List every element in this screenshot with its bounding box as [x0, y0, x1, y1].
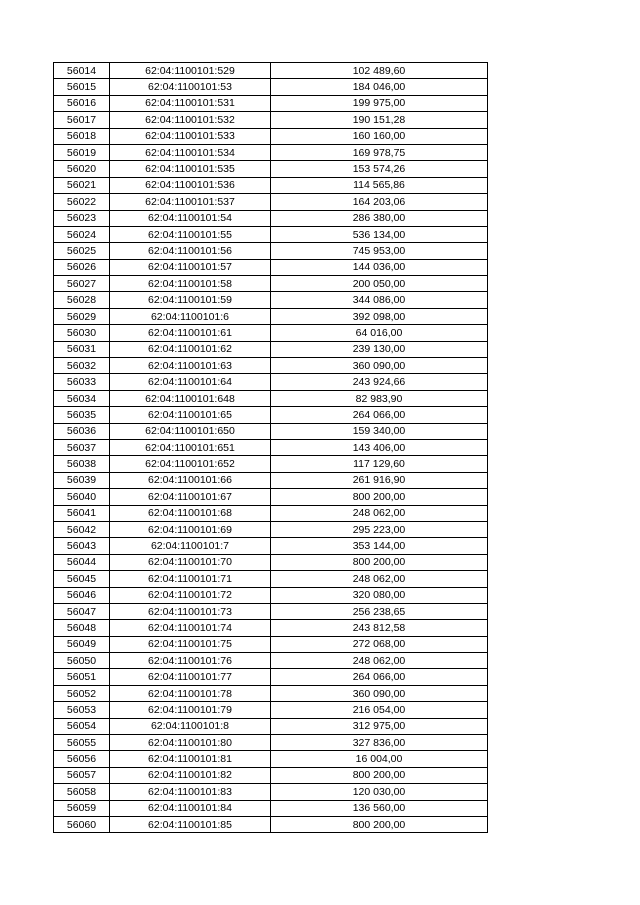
row-number-cell: 56032 [54, 358, 110, 374]
cadastral-number-cell: 62:04:1100101:63 [110, 358, 271, 374]
row-number-cell: 56055 [54, 735, 110, 751]
table-row [54, 210, 488, 226]
value-cell: 256 238,65 [271, 603, 488, 619]
value-cell: 745 953,00 [271, 243, 488, 259]
table-row [54, 472, 488, 488]
table-row [54, 571, 488, 587]
value-cell: 143 406,00 [271, 439, 488, 455]
cadastral-number-cell: 62:04:1100101:55 [110, 226, 271, 242]
cadastral-number-cell: 62:04:1100101:80 [110, 735, 271, 751]
cadastral-number-cell: 62:04:1100101:54 [110, 210, 271, 226]
table-row [54, 505, 488, 521]
value-cell: 353 144,00 [271, 538, 488, 554]
value-cell: 800 200,00 [271, 767, 488, 783]
table-row [54, 390, 488, 406]
cadastral-number-cell: 62:04:1100101:66 [110, 472, 271, 488]
cadastral-number-cell: 62:04:1100101:56 [110, 243, 271, 259]
value-cell: 120 030,00 [271, 784, 488, 800]
table-row [54, 177, 488, 193]
value-cell: 327 836,00 [271, 735, 488, 751]
row-number-cell: 56015 [54, 79, 110, 95]
cadastral-number-cell: 62:04:1100101:69 [110, 521, 271, 537]
value-cell: 272 068,00 [271, 636, 488, 652]
table-row [54, 259, 488, 275]
row-number-cell: 56058 [54, 784, 110, 800]
row-number-cell: 56042 [54, 521, 110, 537]
table-row [54, 538, 488, 554]
table-row [54, 341, 488, 357]
row-number-cell: 56051 [54, 669, 110, 685]
row-number-cell: 56021 [54, 177, 110, 193]
value-cell: 216 054,00 [271, 702, 488, 718]
table-row [54, 587, 488, 603]
value-cell: 360 090,00 [271, 685, 488, 701]
table-row [54, 735, 488, 751]
row-number-cell: 56036 [54, 423, 110, 439]
row-number-cell: 56045 [54, 571, 110, 587]
row-number-cell: 56047 [54, 603, 110, 619]
cadastral-number-cell: 62:04:1100101:82 [110, 767, 271, 783]
table-row [54, 325, 488, 341]
table-row [54, 292, 488, 308]
table-row [54, 63, 488, 79]
value-cell: 169 978,75 [271, 144, 488, 160]
table-row [54, 816, 488, 832]
table-row [54, 308, 488, 324]
value-cell: 199 975,00 [271, 95, 488, 111]
cadastral-number-cell: 62:04:1100101:53 [110, 79, 271, 95]
row-number-cell: 56025 [54, 243, 110, 259]
cadastral-number-cell: 62:04:1100101:59 [110, 292, 271, 308]
cadastral-number-cell: 62:04:1100101:531 [110, 95, 271, 111]
value-cell: 144 036,00 [271, 259, 488, 275]
value-cell: 243 812,58 [271, 620, 488, 636]
row-number-cell: 56024 [54, 226, 110, 242]
cadastral-number-cell: 62:04:1100101:78 [110, 685, 271, 701]
table-row [54, 358, 488, 374]
value-cell: 264 066,00 [271, 407, 488, 423]
row-number-cell: 56046 [54, 587, 110, 603]
table-row [54, 407, 488, 423]
row-number-cell: 56048 [54, 620, 110, 636]
row-number-cell: 56038 [54, 456, 110, 472]
row-number-cell: 56053 [54, 702, 110, 718]
cadastral-number-cell: 62:04:1100101:67 [110, 489, 271, 505]
row-number-cell: 56054 [54, 718, 110, 734]
value-cell: 164 203,06 [271, 194, 488, 210]
cadastral-number-cell: 62:04:1100101:61 [110, 325, 271, 341]
cadastral-number-cell: 62:04:1100101:536 [110, 177, 271, 193]
row-number-cell: 56033 [54, 374, 110, 390]
value-cell: 190 151,28 [271, 112, 488, 128]
value-cell: 360 090,00 [271, 358, 488, 374]
cadastral-number-cell: 62:04:1100101:534 [110, 144, 271, 160]
table-row [54, 112, 488, 128]
table-row [54, 784, 488, 800]
value-cell: 159 340,00 [271, 423, 488, 439]
table-row [54, 800, 488, 816]
cadastral-number-cell: 62:04:1100101:62 [110, 341, 271, 357]
row-number-cell: 56057 [54, 767, 110, 783]
row-number-cell: 56041 [54, 505, 110, 521]
row-number-cell: 56018 [54, 128, 110, 144]
cadastral-number-cell: 62:04:1100101:57 [110, 259, 271, 275]
value-cell: 102 489,60 [271, 63, 488, 79]
row-number-cell: 56028 [54, 292, 110, 308]
value-cell: 114 565,86 [271, 177, 488, 193]
value-cell: 320 080,00 [271, 587, 488, 603]
table-row [54, 718, 488, 734]
value-cell: 800 200,00 [271, 489, 488, 505]
row-number-cell: 56040 [54, 489, 110, 505]
table-row [54, 767, 488, 783]
cadastral-number-cell: 62:04:1100101:64 [110, 374, 271, 390]
cadastral-number-cell: 62:04:1100101:65 [110, 407, 271, 423]
cadastral-value-table [53, 62, 488, 833]
table-row [54, 226, 488, 242]
cadastral-number-cell: 62:04:1100101:79 [110, 702, 271, 718]
row-number-cell: 56014 [54, 63, 110, 79]
cadastral-number-cell: 62:04:1100101:75 [110, 636, 271, 652]
value-cell: 239 130,00 [271, 341, 488, 357]
value-cell: 243 924,66 [271, 374, 488, 390]
table-row [54, 636, 488, 652]
row-number-cell: 56044 [54, 554, 110, 570]
table-row [54, 79, 488, 95]
value-cell: 392 098,00 [271, 308, 488, 324]
cadastral-number-cell: 62:04:1100101:71 [110, 571, 271, 587]
row-number-cell: 56043 [54, 538, 110, 554]
row-number-cell: 56029 [54, 308, 110, 324]
row-number-cell: 56020 [54, 161, 110, 177]
table-row [54, 161, 488, 177]
cadastral-number-cell: 62:04:1100101:7 [110, 538, 271, 554]
table-row [54, 423, 488, 439]
value-cell: 800 200,00 [271, 554, 488, 570]
cadastral-number-cell: 62:04:1100101:651 [110, 439, 271, 455]
cadastral-number-cell: 62:04:1100101:648 [110, 390, 271, 406]
table-row [54, 521, 488, 537]
row-number-cell: 56022 [54, 194, 110, 210]
row-number-cell: 56016 [54, 95, 110, 111]
cadastral-number-cell: 62:04:1100101:8 [110, 718, 271, 734]
cadastral-number-cell: 62:04:1100101:58 [110, 276, 271, 292]
cadastral-number-cell: 62:04:1100101:533 [110, 128, 271, 144]
row-number-cell: 56017 [54, 112, 110, 128]
table-row [54, 439, 488, 455]
row-number-cell: 56037 [54, 439, 110, 455]
value-cell: 264 066,00 [271, 669, 488, 685]
cadastral-number-cell: 62:04:1100101:529 [110, 63, 271, 79]
value-cell: 64 016,00 [271, 325, 488, 341]
value-cell: 200 050,00 [271, 276, 488, 292]
cadastral-number-cell: 62:04:1100101:74 [110, 620, 271, 636]
table-row [54, 603, 488, 619]
table-row [54, 128, 488, 144]
cadastral-number-cell: 62:04:1100101:76 [110, 653, 271, 669]
table-body [54, 63, 488, 833]
value-cell: 160 160,00 [271, 128, 488, 144]
cadastral-number-cell: 62:04:1100101:72 [110, 587, 271, 603]
row-number-cell: 56027 [54, 276, 110, 292]
cadastral-number-cell: 62:04:1100101:6 [110, 308, 271, 324]
table-row [54, 456, 488, 472]
value-cell: 536 134,00 [271, 226, 488, 242]
row-number-cell: 56023 [54, 210, 110, 226]
row-number-cell: 56030 [54, 325, 110, 341]
value-cell: 248 062,00 [271, 505, 488, 521]
cadastral-number-cell: 62:04:1100101:83 [110, 784, 271, 800]
cadastral-number-cell: 62:04:1100101:85 [110, 816, 271, 832]
row-number-cell: 56039 [54, 472, 110, 488]
table-row [54, 95, 488, 111]
value-cell: 82 983,90 [271, 390, 488, 406]
value-cell: 261 916,90 [271, 472, 488, 488]
cadastral-number-cell: 62:04:1100101:650 [110, 423, 271, 439]
table-row [54, 243, 488, 259]
cadastral-number-cell: 62:04:1100101:535 [110, 161, 271, 177]
value-cell: 248 062,00 [271, 571, 488, 587]
cadastral-number-cell: 62:04:1100101:652 [110, 456, 271, 472]
cadastral-number-cell: 62:04:1100101:81 [110, 751, 271, 767]
value-cell: 117 129,60 [271, 456, 488, 472]
table-row [54, 653, 488, 669]
row-number-cell: 56049 [54, 636, 110, 652]
cadastral-number-cell: 62:04:1100101:537 [110, 194, 271, 210]
table-row [54, 685, 488, 701]
table-row [54, 489, 488, 505]
row-number-cell: 56060 [54, 816, 110, 832]
row-number-cell: 56056 [54, 751, 110, 767]
row-number-cell: 56031 [54, 341, 110, 357]
value-cell: 312 975,00 [271, 718, 488, 734]
value-cell: 248 062,00 [271, 653, 488, 669]
value-cell: 295 223,00 [271, 521, 488, 537]
cadastral-number-cell: 62:04:1100101:73 [110, 603, 271, 619]
value-cell: 136 560,00 [271, 800, 488, 816]
row-number-cell: 56035 [54, 407, 110, 423]
cadastral-number-cell: 62:04:1100101:70 [110, 554, 271, 570]
row-number-cell: 56034 [54, 390, 110, 406]
value-cell: 184 046,00 [271, 79, 488, 95]
row-number-cell: 56059 [54, 800, 110, 816]
value-cell: 16 004,00 [271, 751, 488, 767]
table-row [54, 144, 488, 160]
cadastral-number-cell: 62:04:1100101:84 [110, 800, 271, 816]
value-cell: 286 380,00 [271, 210, 488, 226]
cadastral-number-cell: 62:04:1100101:68 [110, 505, 271, 521]
cadastral-number-cell: 62:04:1100101:532 [110, 112, 271, 128]
value-cell: 153 574,26 [271, 161, 488, 177]
row-number-cell: 56050 [54, 653, 110, 669]
row-number-cell: 56026 [54, 259, 110, 275]
table-row [54, 276, 488, 292]
value-cell: 344 086,00 [271, 292, 488, 308]
table-row [54, 620, 488, 636]
table-row [54, 669, 488, 685]
table-row [54, 374, 488, 390]
table-row [54, 554, 488, 570]
row-number-cell: 56052 [54, 685, 110, 701]
table-row [54, 751, 488, 767]
row-number-cell: 56019 [54, 144, 110, 160]
value-cell: 800 200,00 [271, 816, 488, 832]
cadastral-number-cell: 62:04:1100101:77 [110, 669, 271, 685]
table-row [54, 702, 488, 718]
table-row [54, 194, 488, 210]
